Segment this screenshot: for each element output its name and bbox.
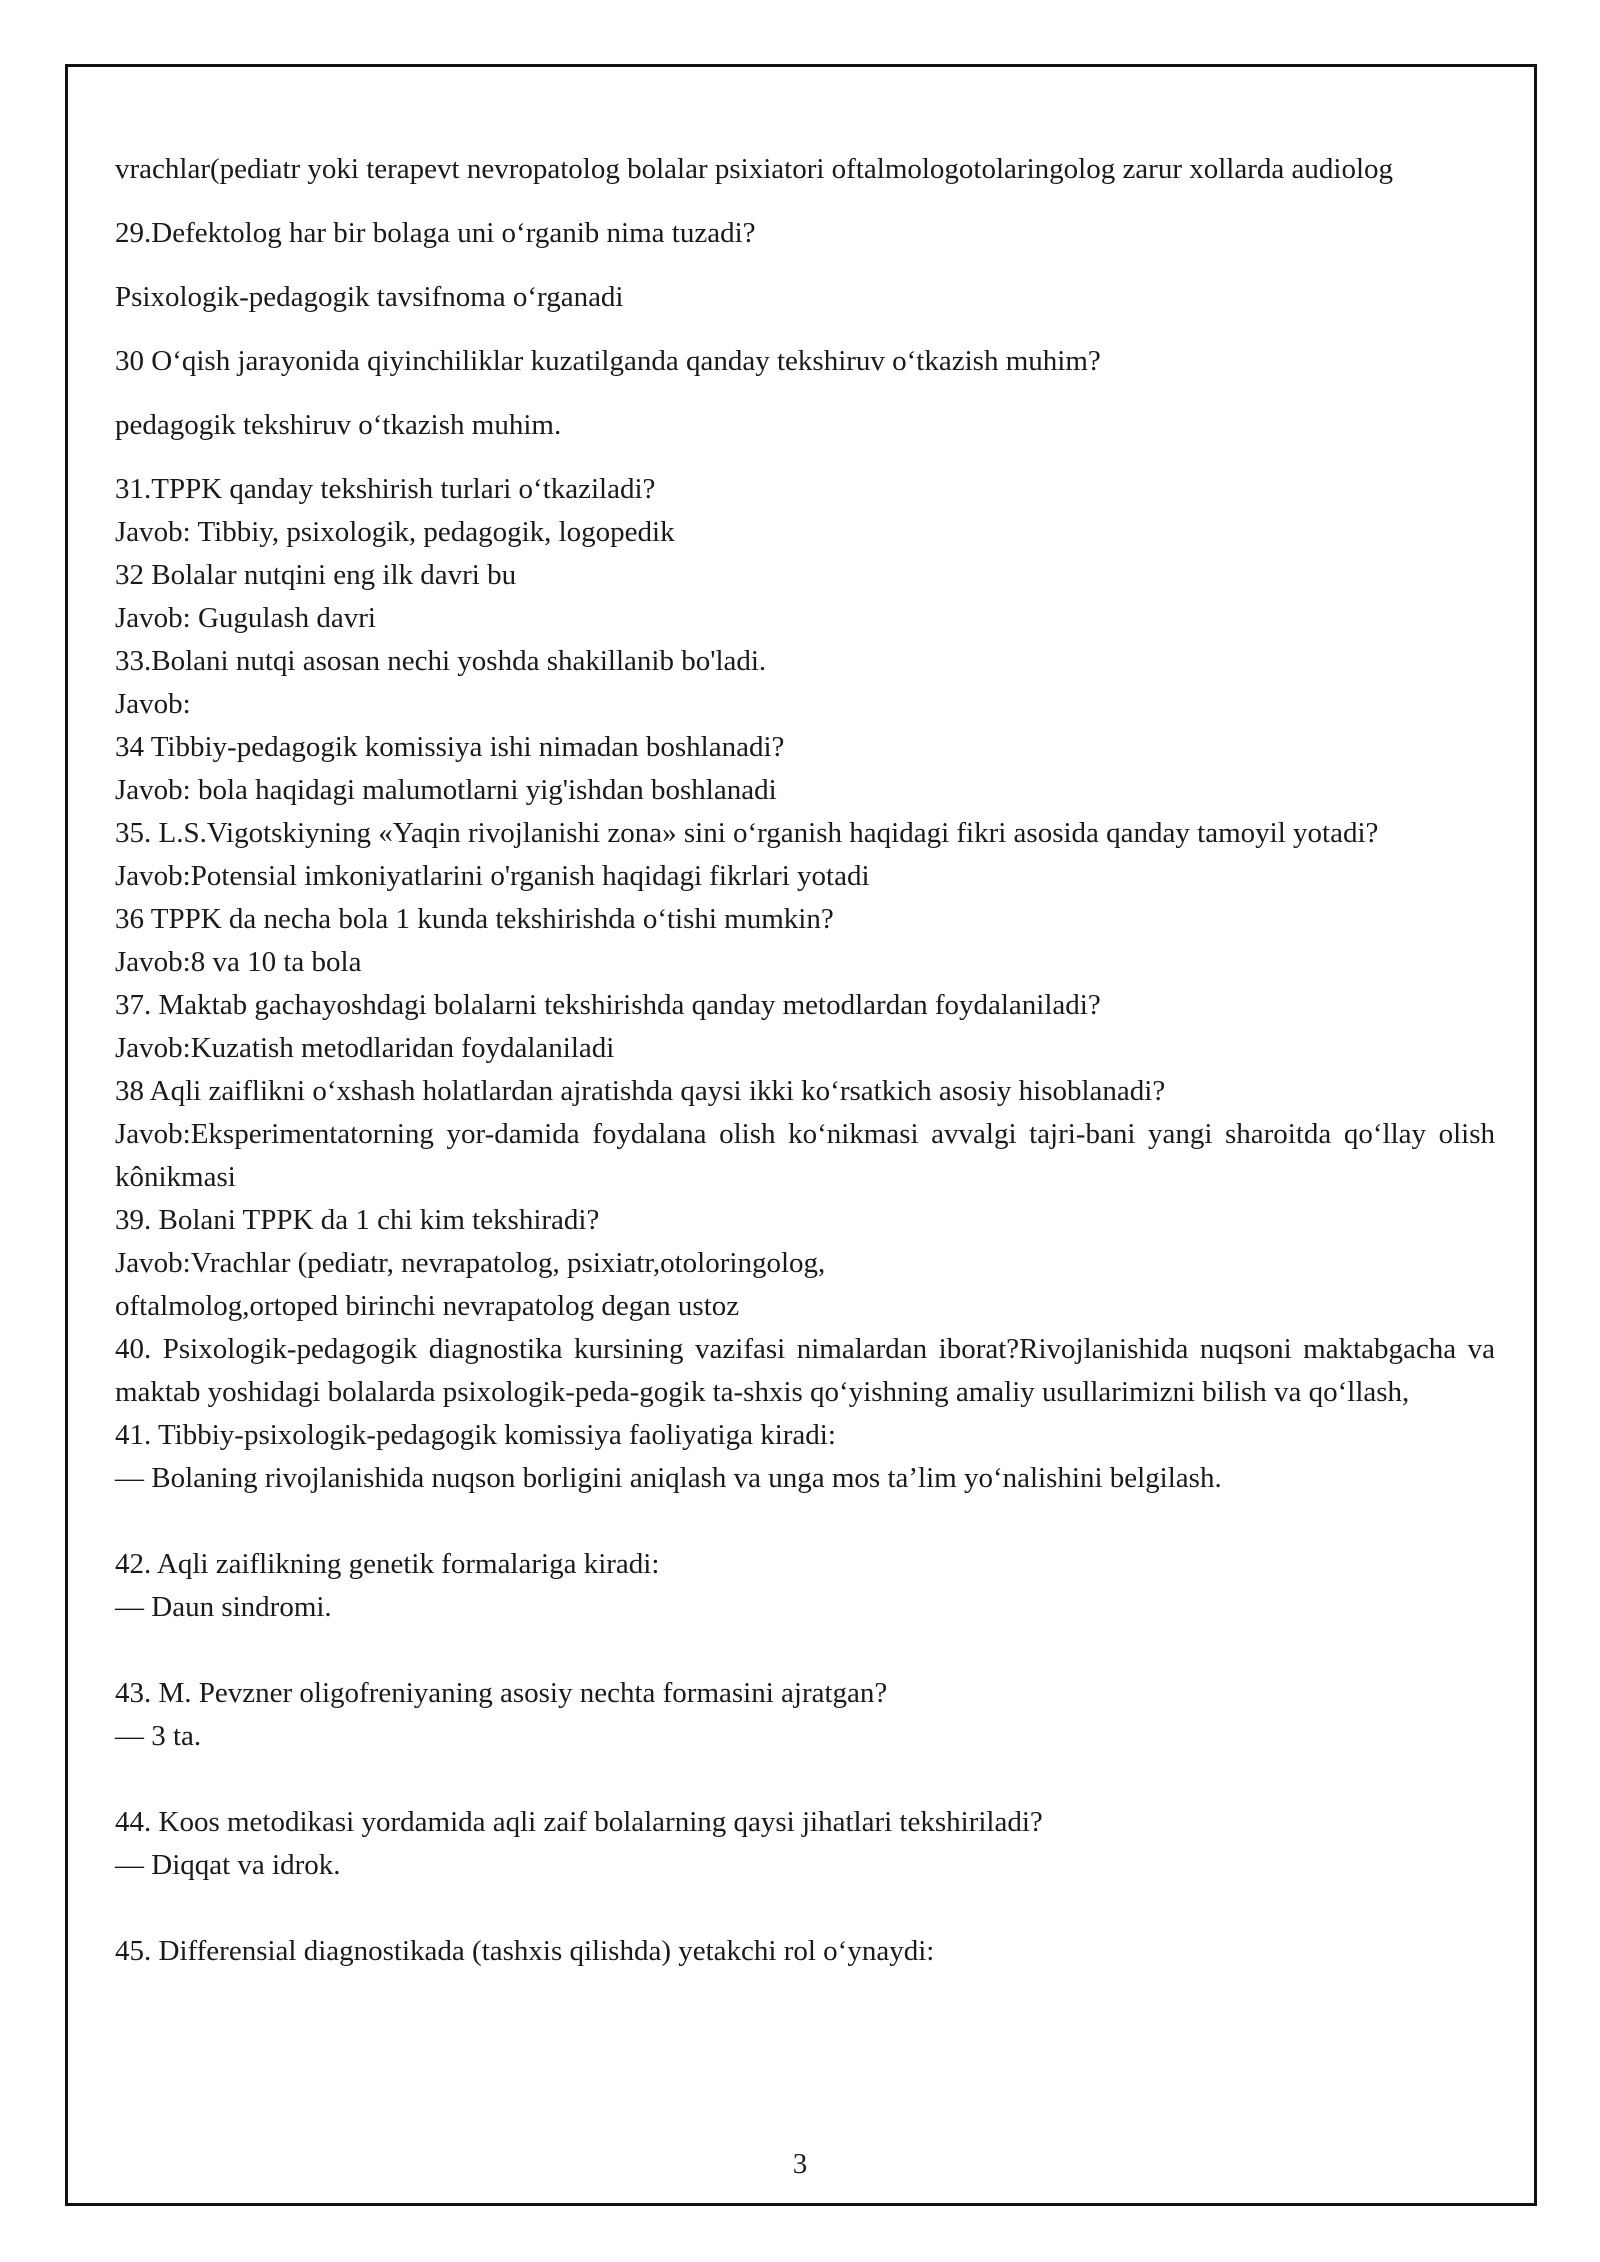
question-42: 42. Aqli zaiflikning genetik formalariga kiradi: [115,1548,660,1580]
answer-44: — Diqqat va idrok. [115,1849,341,1881]
question-45: 45. Differensial diagnostikada (tashxis qilishda) yetakchi rol o‘ynaydi: [115,1935,935,1967]
question-41: 41. Tibbiy-psixologik-pedagogik komissiya faoliyatiga kiradi: [115,1419,836,1451]
answer-39-line-1: Javob:Vrachlar (pediatr, nevrapatolog, psixiatr,otoloringolog, [115,1247,826,1279]
question-44: 44. Koos metodikasi yordamida aqli zaif bolalarning qaysi jihatlari tekshiriladi? [115,1806,1043,1838]
answer-39-line-2: oftalmolog,ortoped birinchi nevrapatolog degan ustoz [115,1290,740,1322]
question-43: 43. M. Pevzner oligofreniyaning asosiy nechta formasini ajratgan? [115,1677,888,1709]
answer-42: — Daun sindromi. [115,1591,332,1623]
answer-43: — 3 ta. [115,1720,202,1752]
question-32: 32 Bolalar nutqini eng ilk davri bu [115,559,517,591]
question-40: 40. Psixologik-pedagogik diagnostika kursining vazifasi nimalardan iborat?Rivojlanishida nuqsoni maktabgacha va maktab yoshidagi bolalarda psixologik-peda-gogik ta-shxis qo‘yishning amaliy usullarimizni bilish va qo‘llash, [115,1333,1495,1408]
answer-38: Javob:Eksperimentatorning yor-damida foydalana olish ko‘nikmasi avvalgi tajri-bani yangi sharoitda qo‘llay olish kônikmasi [115,1118,1495,1193]
answer-34: Javob: bola haqidagi malumotlarni yig'ishdan boshlanadi [115,774,777,806]
paragraph-specialists: vrachlar(pediatr yoki terapevt nevropatolog bolalar psixiatori oftalmologotolaringolog zarur xollarda audiolog [115,153,1393,185]
answer-29: Psixologik-pedagogik tavsifnoma o‘rganadi [115,281,624,313]
answer-32: Javob: Gugulash davri [115,602,376,634]
question-34: 34 Tibbiy-pedagogik komissiya ishi nimadan boshlanadi? [115,731,785,763]
question-37: 37. Maktab gachayoshdagi bolalarni tekshirishda qanday metodlardan foydalaniladi? [115,989,1101,1021]
answer-41: — Bolaning rivojlanishida nuqson borligini aniqlash va unga mos ta’lim yo‘nalishini belgilash. [115,1462,1222,1494]
question-30: 30 O‘qish jarayonida qiyinchiliklar kuzatilganda qanday tekshiruv o‘tkazish muhim? [115,345,1101,377]
answer-33: Javob: [115,688,191,720]
document-body [115,148,1495,1973]
question-35: 35. L.S.Vigotskiyning «Yaqin rivojlanishi zona» sini o‘rganish haqidagi fikri asosida qanday tamoyil yotadi? [115,817,1379,849]
question-38: 38 Aqli zaiflikni o‘xshash holatlardan ajratishda qaysi ikki ko‘rsatkich asosiy hisoblanadi? [115,1075,1166,1107]
question-33: 33.Bolani nutqi asosan nechi yoshda shakillanib bo'ladi. [115,645,767,677]
question-31: 31.TPPK qanday tekshirish turlari o‘tkaziladi? [115,473,656,505]
question-29: 29.Defektolog har bir bolaga uni o‘rganib nima tuzadi? [115,217,756,249]
answer-30: pedagogik tekshiruv o‘tkazish muhim. [115,409,562,441]
question-36: 36 TPPK da necha bola 1 kunda tekshirishda o‘tishi mumkin? [115,903,834,935]
answer-31: Javob: Tibbiy, psixologik, pedagogik, logopedik [115,516,675,548]
question-39: 39. Bolani TPPK da 1 chi kim tekshiradi? [115,1204,600,1236]
page-number: 3 [792,2148,808,2180]
answer-36: Javob:8 va 10 ta bola [115,946,362,978]
answer-35: Javob:Potensial imkoniyatlarini o'rganish haqidagi fikrlari yotadi [115,860,870,892]
answer-37: Javob:Kuzatish metodlaridan foydalaniladi [115,1032,615,1064]
